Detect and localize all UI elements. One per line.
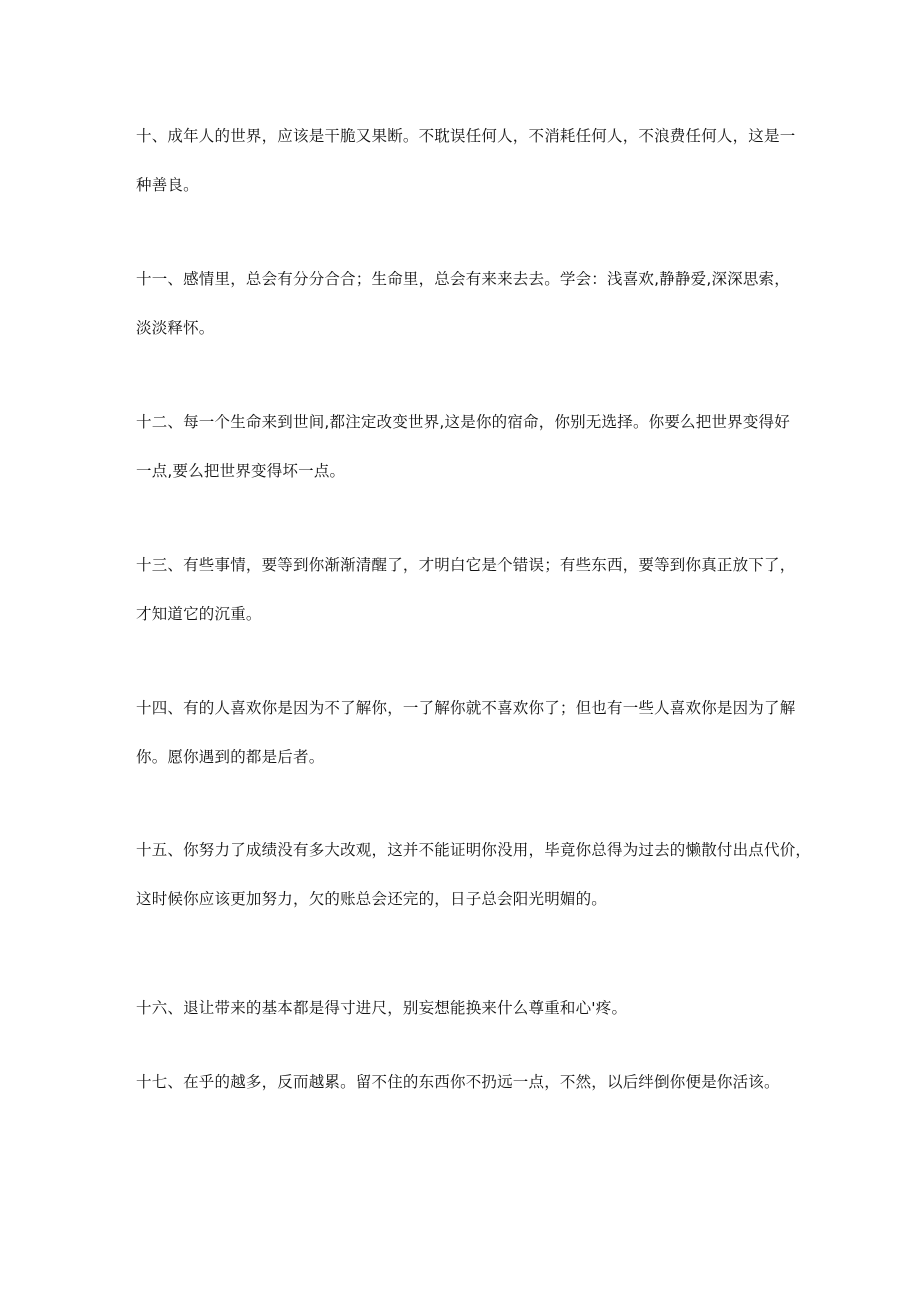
paragraph-line: 十四、有的人喜欢你是因为不了解你，一了解你就不喜欢你了；但也有一些人喜欢你是因为了解: [136, 699, 796, 717]
paragraph-line: 十、成年人的世界，应该是干脆又果断。不耽误任何人，不消耗任何人，不浪费任何人，这是一: [136, 127, 796, 145]
paragraph-line: 淡淡释怀。: [136, 319, 215, 337]
paragraph-line: 十七、在乎的越多，反而越累。留不住的东西你不扔远一点，不然，以后绊倒你便是你活该。: [136, 1073, 780, 1091]
paragraph-line: 十六、退让带来的基本都是得寸进尺，别妄想能换来什么尊重和心'疼。: [136, 999, 628, 1017]
paragraph-line: 才知道它的沉重。: [136, 605, 262, 623]
paragraph-line: 十一、感情里，总会有分分合合；生命里，总会有来来去去。学会：浅喜欢,静静爱,深深思索，: [136, 270, 790, 288]
paragraph-11: [136, 255, 796, 353]
paragraph-line: 你。愿你遇到的都是后者。: [136, 748, 325, 766]
paragraph-line: 这时候你应该更加努力，欠的账总会还完的，日子总会阳光明媚的。: [136, 890, 608, 908]
paragraph-10: [136, 112, 796, 210]
paragraph-14: [136, 684, 796, 782]
paragraph-line: 十三、有些事情，要等到你渐渐清醒了，才明白它是个错误；有些东西，要等到你真正放下了，: [136, 556, 796, 574]
paragraph-line: 种善良。: [136, 176, 199, 194]
paragraph-line: 十五、你努力了成绩没有多大改观，这并不能证明你没用，毕竟你总得为过去的懒散付出点代价，: [136, 841, 812, 859]
paragraph-13: [136, 541, 796, 639]
paragraph-16: [136, 984, 796, 1033]
paragraph-15: [136, 826, 812, 924]
paragraph-line: 十二、每一个生命来到世间,都注定改变世界,这是你的宿命，你别无选择。你要么把世界变得好: [136, 413, 790, 431]
paragraph-12: [136, 398, 796, 496]
paragraph-line: 一点,要么把世界变得坏一点。: [136, 462, 346, 480]
paragraph-17: [136, 1058, 796, 1107]
